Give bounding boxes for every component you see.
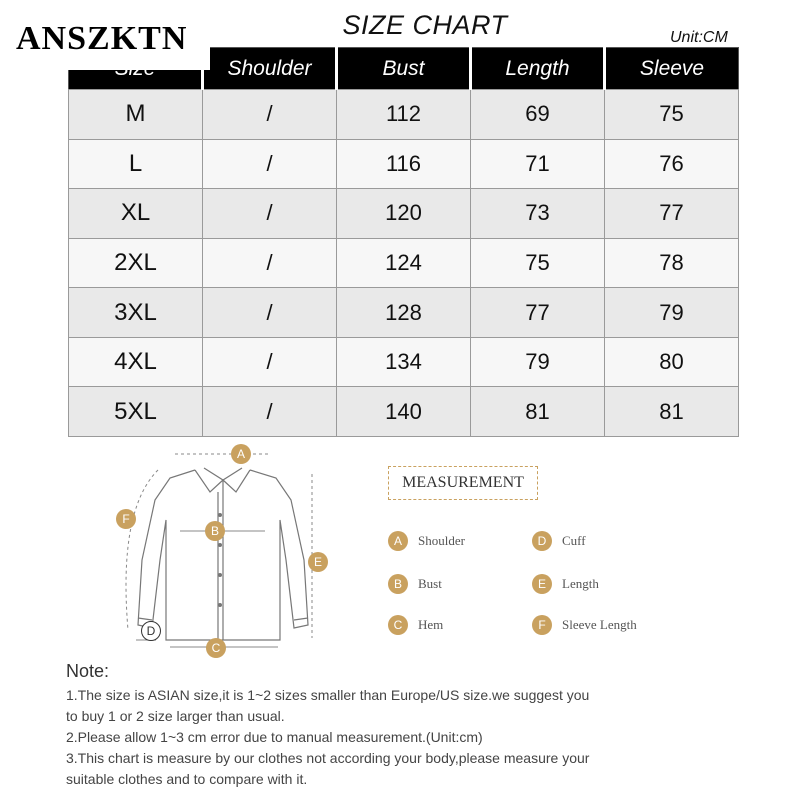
- legend-item-shoulder: [388, 530, 465, 552]
- cell-sleeve: 77: [605, 189, 739, 239]
- legend-item-cuff: [532, 530, 586, 552]
- cell-size: M: [69, 90, 203, 140]
- header-shoulder: Shoulder: [203, 48, 337, 90]
- badge-f: F: [116, 509, 136, 529]
- table-row: [69, 387, 739, 437]
- note-line: 2.Please allow 1~3 cm error due to manual measurement.(Unit:cm): [66, 729, 483, 745]
- legend-label: Bust: [418, 576, 442, 591]
- shirt-diagram: [100, 440, 340, 665]
- table-row: [69, 139, 739, 189]
- chart-title: SIZE CHART: [342, 10, 508, 40]
- cell-sleeve: 78: [605, 238, 739, 288]
- badge-e: E: [308, 552, 328, 572]
- cell-size: 2XL: [69, 238, 203, 288]
- cell-sleeve: 79: [605, 288, 739, 338]
- cell-sleeve: 76: [605, 139, 739, 189]
- cell-size: L: [69, 139, 203, 189]
- legend-label: Hem: [418, 617, 444, 632]
- cell-bust: 112: [337, 90, 471, 140]
- legend-label: Sleeve Length: [562, 617, 637, 632]
- legend-badge: D: [532, 531, 552, 551]
- cell-length: 71: [471, 139, 605, 189]
- legend-label: Cuff: [562, 533, 586, 548]
- notes-section: [66, 661, 766, 790]
- legend-badge: B: [388, 574, 408, 594]
- note-line: 1.The size is ASIAN size,it is 1~2 sizes smaller than Europe/US size.we suggest you: [66, 687, 590, 703]
- cell-bust: 140: [337, 387, 471, 437]
- cell-length: 75: [471, 238, 605, 288]
- brand-name: ANSZKTN: [16, 20, 188, 57]
- table-row: [69, 288, 739, 338]
- cell-shoulder: /: [203, 387, 337, 437]
- legend-badge: E: [532, 574, 552, 594]
- legend-item-bust: [388, 573, 442, 595]
- legend-item-hem: [388, 614, 443, 636]
- cell-shoulder: /: [203, 238, 337, 288]
- cell-length: 69: [471, 90, 605, 140]
- measurement-title: MEASUREMENT: [388, 466, 538, 500]
- legend-item-length: [532, 573, 599, 595]
- legend-label: Shoulder: [418, 533, 465, 548]
- cell-shoulder: /: [203, 139, 337, 189]
- table-row: [69, 189, 739, 239]
- legend-badge: A: [388, 531, 408, 551]
- cell-length: 73: [471, 189, 605, 239]
- badge-b: B: [205, 521, 225, 541]
- cell-sleeve: 80: [605, 337, 739, 387]
- brand-logo: [0, 0, 210, 70]
- cell-length: 79: [471, 337, 605, 387]
- size-table: [68, 47, 739, 437]
- note-line: to buy 1 or 2 size larger than usual.: [66, 708, 285, 724]
- badge-c: C: [206, 638, 226, 658]
- legend-label: Length: [562, 576, 599, 591]
- cell-bust: 134: [337, 337, 471, 387]
- cell-size: 5XL: [69, 387, 203, 437]
- cell-length: 77: [471, 288, 605, 338]
- badge-d: D: [141, 621, 161, 641]
- unit-label: Unit:CM: [670, 29, 728, 46]
- cell-shoulder: /: [203, 337, 337, 387]
- note-line: 3.This chart is measure by our clothes not according your body,please measure your: [66, 750, 590, 766]
- cell-bust: 124: [337, 238, 471, 288]
- cell-sleeve: 81: [605, 387, 739, 437]
- cell-shoulder: /: [203, 189, 337, 239]
- cell-size: XL: [69, 189, 203, 239]
- cell-size: 4XL: [69, 337, 203, 387]
- cell-shoulder: /: [203, 288, 337, 338]
- shirt-outline-icon: [100, 440, 340, 665]
- cell-sleeve: 75: [605, 90, 739, 140]
- cell-size: 3XL: [69, 288, 203, 338]
- table-row: [69, 238, 739, 288]
- note-line: suitable clothes and to compare with it.: [66, 771, 308, 787]
- cell-shoulder: /: [203, 90, 337, 140]
- legend-badge: F: [532, 615, 552, 635]
- legend-item-sleeve-length: [532, 614, 637, 636]
- cell-bust: 128: [337, 288, 471, 338]
- cell-length: 81: [471, 387, 605, 437]
- header-length: Length: [471, 48, 605, 90]
- cell-bust: 120: [337, 189, 471, 239]
- header-sleeve: Sleeve: [605, 48, 739, 90]
- table-row: [69, 90, 739, 140]
- badge-a: A: [231, 444, 251, 464]
- legend-badge: C: [388, 615, 408, 635]
- table-row: [69, 337, 739, 387]
- header-bust: Bust: [337, 48, 471, 90]
- cell-bust: 116: [337, 139, 471, 189]
- notes-title: Note:: [66, 661, 110, 681]
